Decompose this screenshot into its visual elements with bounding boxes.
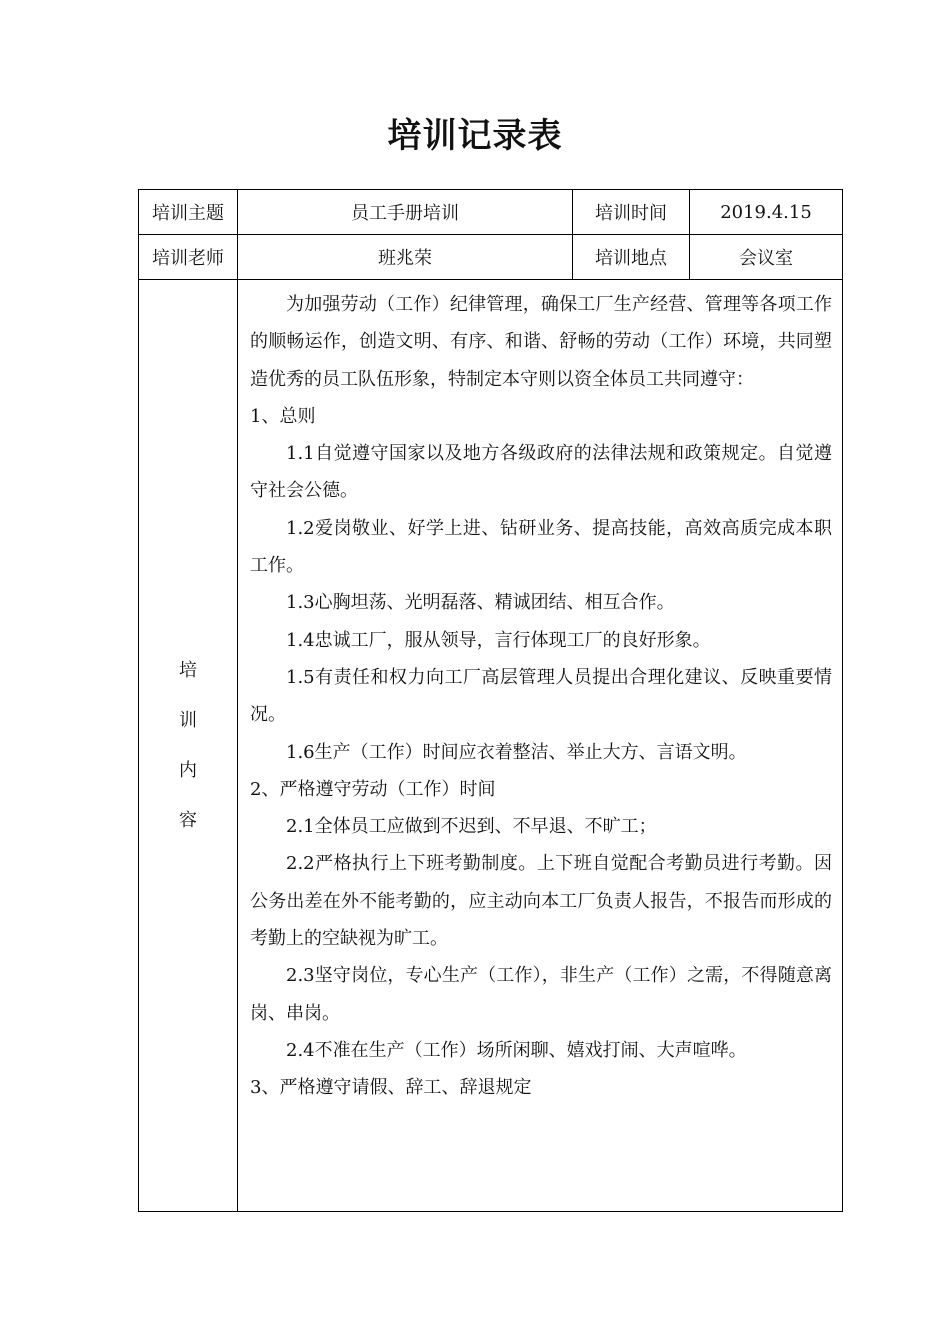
teacher-label: 培训老师: [139, 235, 238, 280]
content-paragraph: 2、严格遵守劳动（工作）时间: [250, 778, 496, 800]
content-paragraph: 2.3坚守岗位，专心生产（工作），非生产（工作）之需，不得随意离岗、串岗。: [250, 965, 832, 1024]
content-paragraph: 1.5有责任和权力向工厂高层管理人员提出合理化建议、反映重要情况。: [250, 666, 832, 726]
time-value: 2019.4.15: [690, 190, 843, 235]
content-paragraph: 3、严格遵守请假、辞工、辞退规定: [250, 1077, 532, 1099]
content-label-char: 培: [179, 659, 197, 681]
location-label: 培训地点: [573, 235, 690, 280]
content-body: [238, 280, 843, 1212]
content-paragraph: 1.3心胸坦荡、光明磊落、精诚团结、相互合作。: [286, 592, 675, 614]
content-label-char: 训: [179, 709, 197, 731]
content-paragraph: 2.2严格执行上下班考勤制度。上下班自觉配合考勤员进行考勤。因公务出差在外不能考勤的，应主动向本工厂负责人报告，不报告而形成的考勤上的空缺视为旷工。: [250, 853, 832, 950]
topic-label: 培训主题: [139, 190, 238, 235]
content-paragraph: 1、总则: [250, 405, 316, 427]
content-label-char: 容: [179, 809, 197, 831]
time-label: 培训时间: [573, 190, 690, 235]
training-record-table: [138, 189, 843, 1212]
paragraph-list: [250, 286, 832, 1107]
content-paragraph: 2.1全体员工应做到不迟到、不早退、不旷工；: [286, 816, 657, 838]
content-row: [139, 280, 843, 1212]
content-label: [139, 280, 238, 1212]
content-paragraph: 2.4不准在生产（工作）场所闲聊、嬉戏打闹、大声喧哗。: [286, 1039, 747, 1061]
content-paragraph: 1.2爱岗敬业、好学上进、钻研业务、提高技能，高效高质完成本职工作。: [250, 517, 832, 577]
teacher-row: [139, 235, 843, 280]
content-label-char: 内: [179, 759, 197, 781]
content-paragraph: 1.4忠诚工厂，服从领导，言行体现工厂的良好形象。: [286, 629, 711, 651]
content-paragraph: 1.6生产（工作）时间应衣着整洁、举止大方、言语文明。: [286, 741, 747, 763]
page-title: 培训记录表: [387, 116, 563, 156]
topic-row: [139, 190, 843, 235]
topic-value: 员工手册培训: [238, 190, 573, 235]
location-value: 会议室: [690, 235, 843, 280]
content-paragraph: 1.1自觉遵守国家以及地方各级政府的法律法规和政策规定。自觉遵守社会公德。: [250, 443, 832, 502]
content-paragraph: 为加强劳动（工作）纪律管理，确保工厂生产经营、管理等各项工作的顺畅运作，创造文明、有序、和谐、舒畅的劳动（工作）环境，共同塑造优秀的员工队伍形象，特制定本守则以资全体员工共同遵守：: [250, 294, 832, 390]
teacher-value: 班兆荣: [238, 235, 573, 280]
